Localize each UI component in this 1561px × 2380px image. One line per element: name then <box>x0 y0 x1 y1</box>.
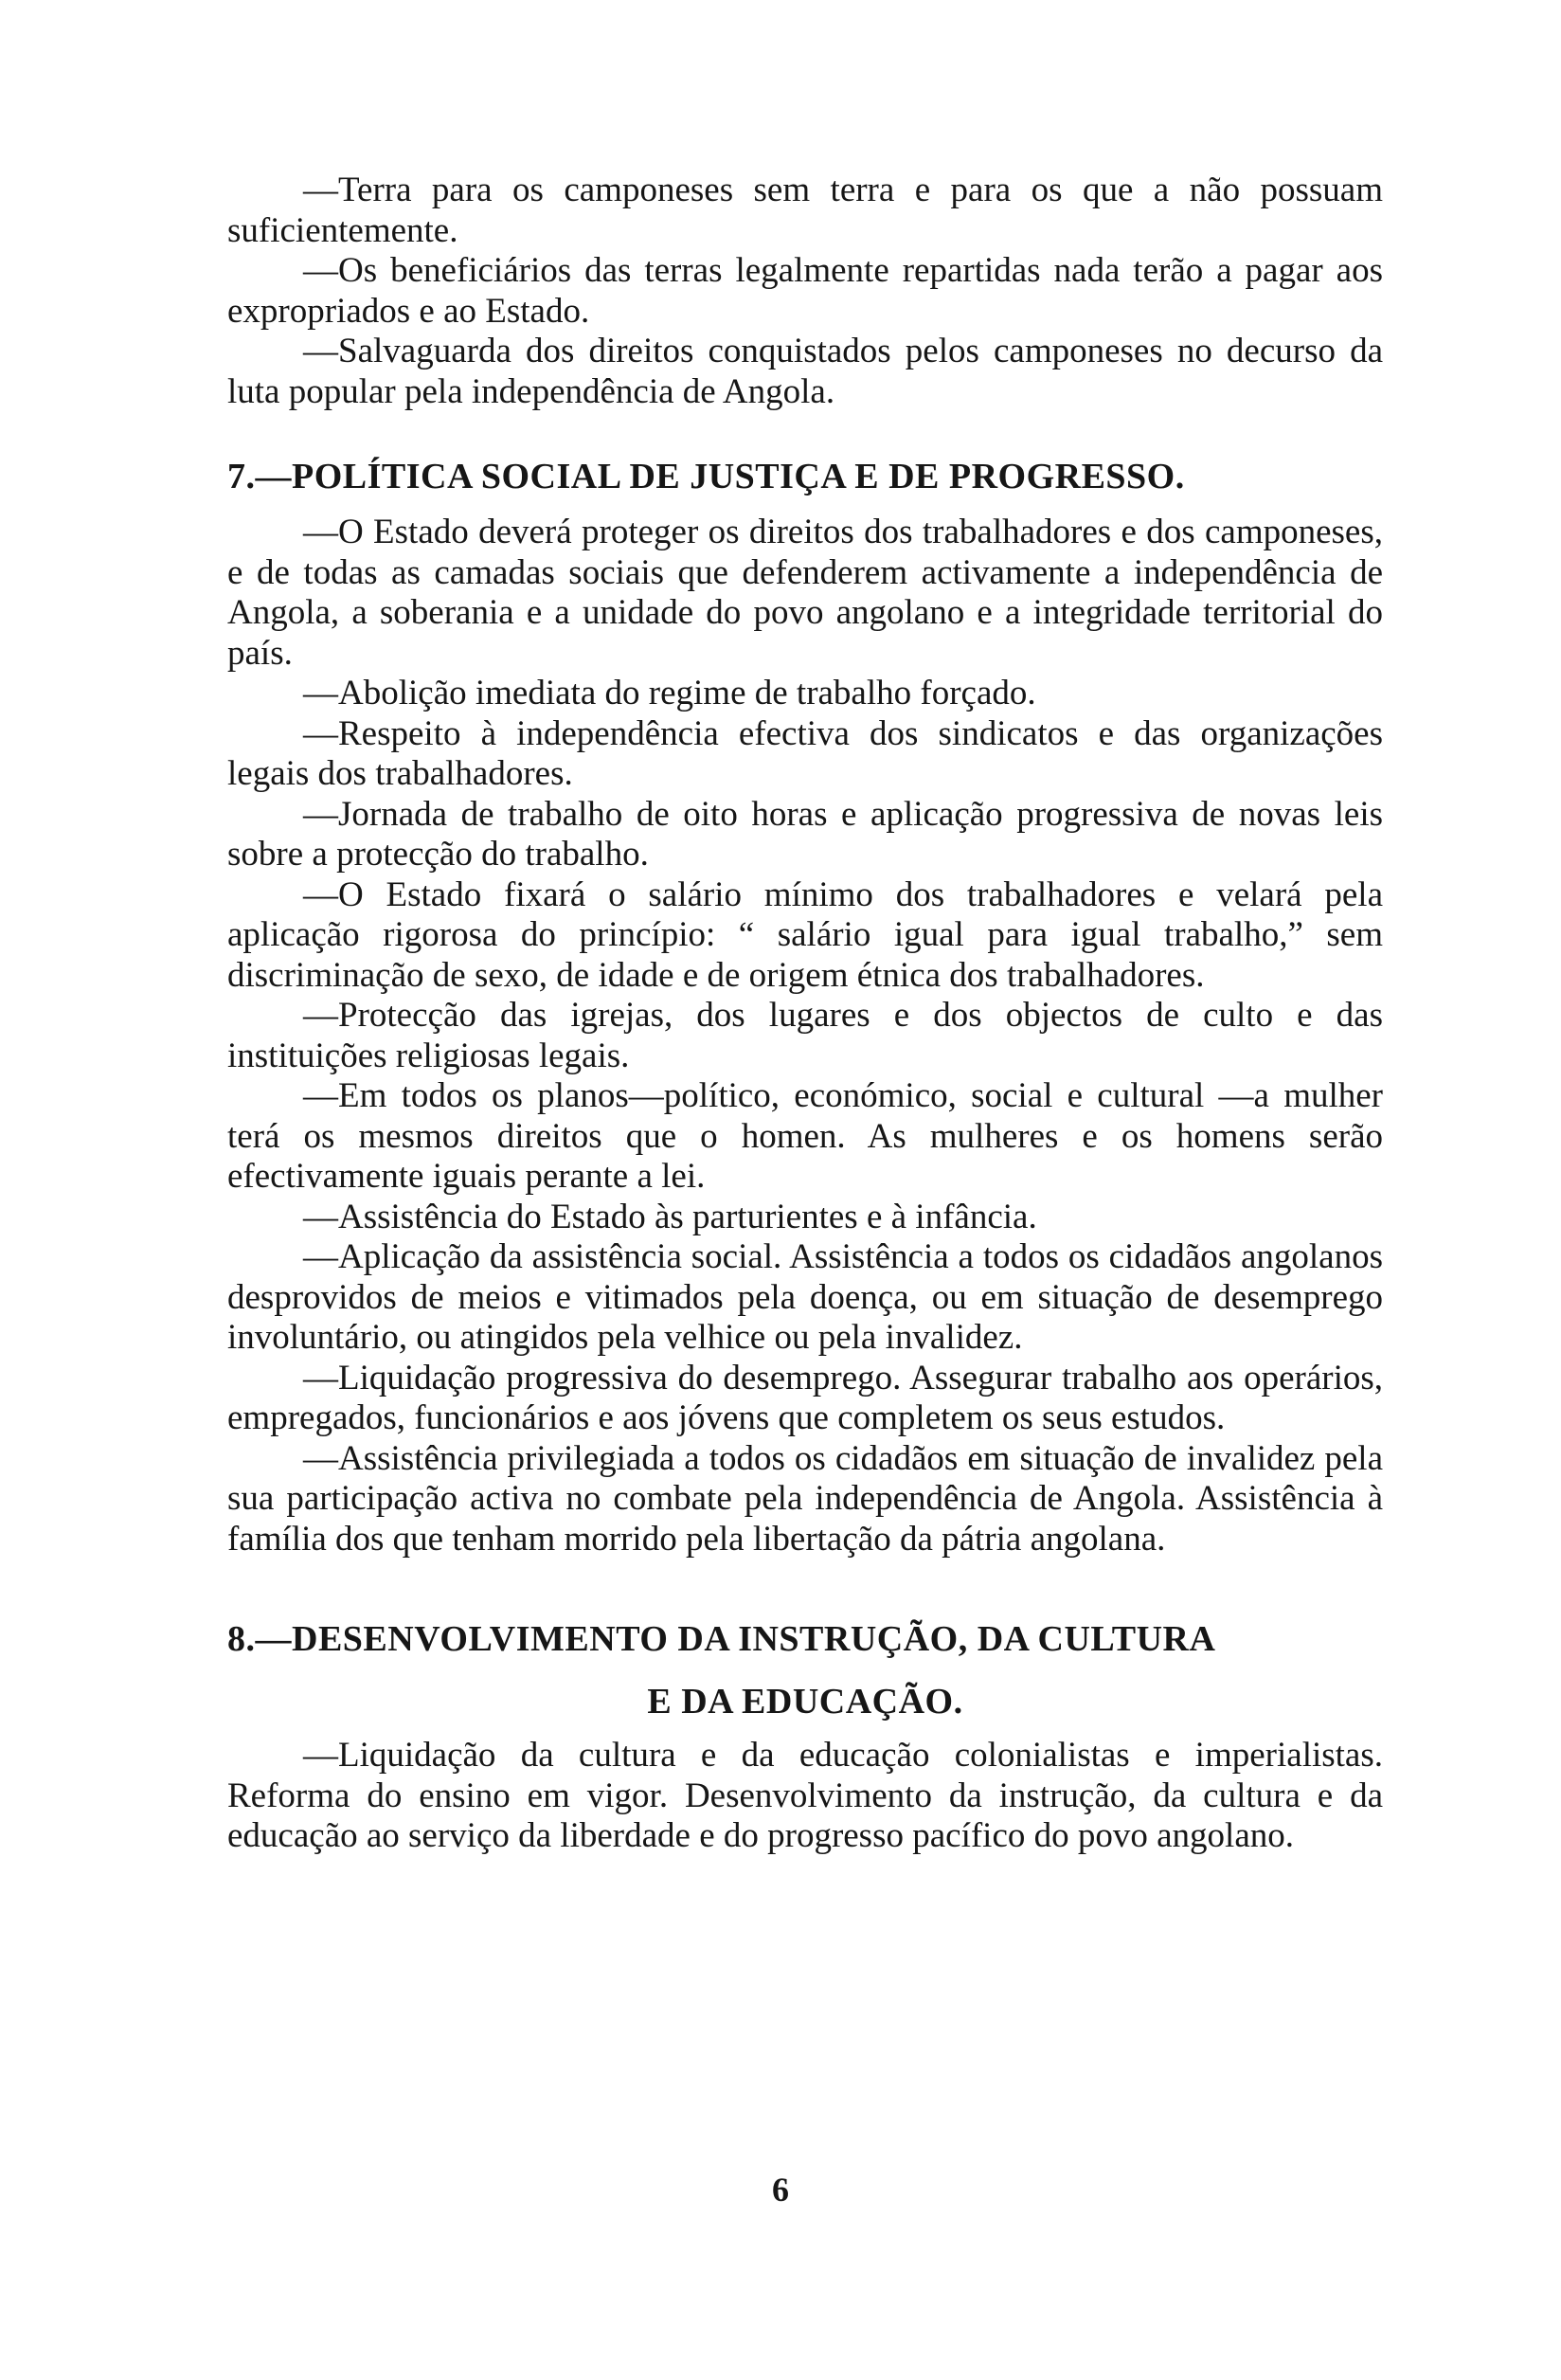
page-number: 6 <box>772 2171 789 2209</box>
paragraph-safeguard-rights: —Salvaguarda dos direitos conquistados pelos camponeses no decurso da luta popular pela independência de Angola. <box>227 332 1383 411</box>
paragraph-disability-assistance: —Assistência privilegiada a todos os cidadãos em situação de invalidez pela sua participação activa no combate pela independência de Angola. Assistência à família dos que tenham morrido pela libertação da pátria angolana. <box>227 1438 1383 1559</box>
paragraph-eight-hour-day: —Jornada de trabalho de oito horas e aplicação progressiva de novas leis sobre a protecção do trabalho. <box>227 794 1383 874</box>
paragraph-education-reform: —Liquidação da cultura e da educação colonialistas e imperialistas. Reforma do ensino em vigor. Desenvolvimento da instrução, da cultura e da educação ao serviço da liberdade e do progresso pacífico do povo angolano. <box>227 1736 1383 1855</box>
section-8-heading <box>227 1614 1383 1726</box>
paragraph-protect-churches: —Protecção das igrejas, dos lugares e dos objectos de culto e das instituições religiosas legais. <box>227 996 1383 1075</box>
paragraph-unemployment: —Liquidação progressiva do desemprego. Assegurar trabalho aos operários, empregados, funcionários e aos jóvens que completem os seus estudos. <box>227 1358 1383 1437</box>
paragraph-abolish-forced-labour: —Abolição imediata do regime de trabalho forçado. <box>303 674 1036 712</box>
paragraph-social-assistance: —Aplicação da assistência social. Assistência a todos os cidadãos angolanos desprovidos de meios e vitimados pela doença, ou em situação de desemprego involuntário, ou atingidos pela velhice ou pela invalidez. <box>227 1237 1383 1357</box>
section-7-heading: 7.—POLÍTICA SOCIAL DE JUSTIÇA E DE PROGRESSO. <box>227 457 1185 496</box>
paragraph-minimum-wage: —O Estado fixará o salário mínimo dos trabalhadores e velará pela aplicação rigorosa do princípio: “ salário igual para igual trabalho,” sem discriminação de sexo, de idade e de origem étnica dos trabalhadores. <box>227 874 1383 995</box>
paragraph-union-independence: —Respeito à independência efectiva dos sindicatos e das organizações legais dos trabalhadores. <box>227 713 1383 793</box>
section-8-heading-line2: E DA EDUCAÇÃO. <box>647 1682 963 1722</box>
paragraph-equal-rights-women: —Em todos os planos—político, económico, social e cultural —a mulher terá os mesmos direitos que o homen. As mulheres e os homens serão efectivamente iguais perante a lei. <box>227 1076 1383 1196</box>
paragraph-maternal-assistance: —Assistência do Estado às parturientes e à infância. <box>303 1197 1037 1236</box>
paragraph-beneficiaries: —Os beneficiários das terras legalmente repartidas nada terão a pagar aos expropriados e ao Estado. <box>227 251 1383 331</box>
document-page <box>227 171 1383 1857</box>
paragraph-state-protect-rights: —O Estado deverá proteger os direitos dos trabalhadores e dos camponeses, e de todas as camadas sociais que defenderem activamente a independência de Angola, a soberania e a unidade do povo angolano e a integridade territorial do país. <box>227 513 1383 673</box>
paragraph-land-for-peasants: —Terra para os camponeses sem terra e para os que a não possuam suficientemente. <box>227 171 1383 250</box>
section-8-heading-line1: 8.—DESENVOLVIMENTO DA INSTRUÇÃO, DA CULTURA <box>227 1619 1216 1659</box>
